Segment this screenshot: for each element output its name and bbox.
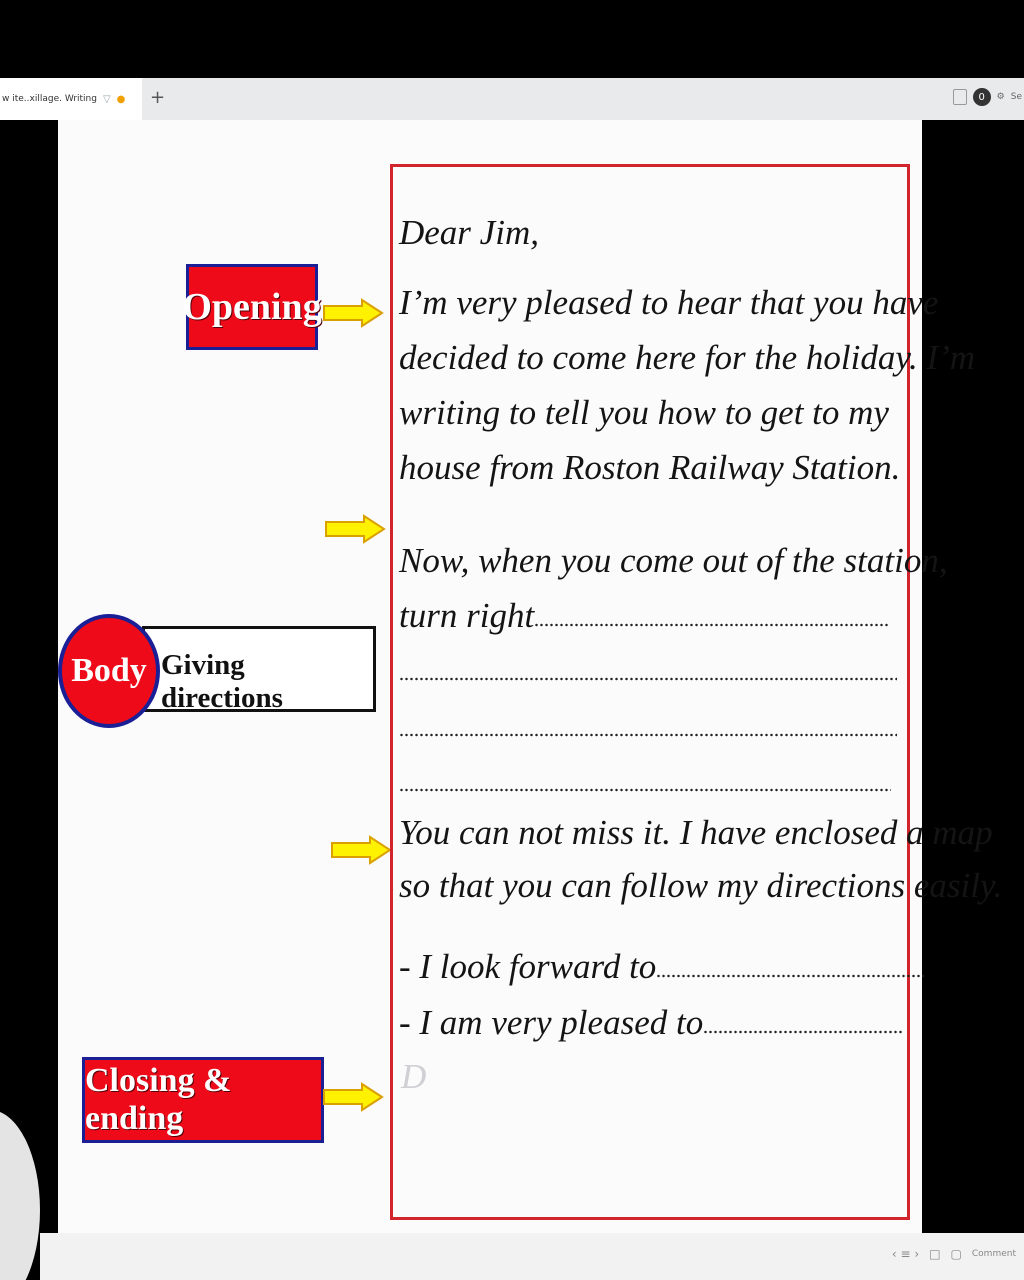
opening-label	[182, 264, 322, 350]
opening-line: I’m very pleased to hear that you have	[399, 283, 939, 322]
fill-in-blank	[399, 677, 897, 681]
salutation: Dear Jim,	[399, 213, 539, 252]
fill-in-blank	[703, 1030, 903, 1034]
toolbar-right	[953, 88, 1022, 106]
shield-icon: ▽	[102, 93, 111, 105]
page-icon[interactable]	[953, 89, 967, 105]
giving-directions-box	[142, 626, 376, 712]
giving-directions-text: Giving directions	[161, 649, 283, 714]
body-label-group	[58, 614, 378, 730]
video-overlay-decoration	[0, 1110, 40, 1280]
ending-line	[399, 1003, 903, 1043]
status-controls	[892, 1247, 1016, 1261]
fill-in-blank	[399, 733, 897, 737]
body-label-text: Body	[71, 652, 147, 689]
notes-icon[interactable]: □	[929, 1247, 941, 1261]
ending-line-text: - I look forward to	[399, 947, 657, 986]
arrow-right-icon	[330, 835, 392, 865]
extension-badge[interactable]: 0	[973, 88, 991, 106]
opening-label-text: Opening	[182, 286, 322, 328]
arrow-right-icon	[324, 514, 386, 544]
closing-label	[82, 1057, 324, 1143]
fill-in-blank	[656, 974, 924, 978]
ending-line	[399, 947, 924, 987]
body-label	[58, 614, 160, 728]
comment-icon[interactable]: ▢	[950, 1247, 962, 1261]
unsaved-dot-icon: ●	[116, 93, 126, 105]
closing-line: so that you can follow my directions easily.	[399, 866, 1003, 905]
status-bar	[40, 1233, 1024, 1280]
opening-line: decided to come here for the holiday. I’m	[399, 338, 976, 377]
tab-title: w ite..xillage. Writing	[2, 94, 97, 104]
closing-line: You can not miss it. I have enclosed a map	[399, 813, 993, 852]
toolbar-text[interactable]: Se	[1010, 92, 1022, 102]
browser-tab-bar	[0, 78, 1024, 120]
closing-label-text: Closing & ending	[85, 1062, 232, 1137]
new-tab-button[interactable]: +	[150, 87, 166, 108]
fill-in-blank	[399, 788, 891, 792]
body-line-with-blank	[399, 596, 889, 636]
arrow-right-icon	[322, 1082, 384, 1112]
body-line-text: turn right	[399, 596, 535, 635]
slide	[58, 120, 1003, 1233]
opening-line: house from Roston Railway Station.	[399, 448, 901, 487]
opening-line: writing to tell you how to get to my	[399, 393, 889, 432]
comment-button[interactable]: Comment	[971, 1249, 1016, 1259]
body-line: Now, when you come out of the station,	[399, 541, 948, 580]
browser-tab[interactable]	[0, 78, 142, 120]
letter-box	[390, 164, 1003, 1220]
ending-line-text: - I am very pleased to	[399, 1003, 704, 1042]
fill-in-blank	[534, 623, 889, 627]
arrow-right-icon	[322, 298, 384, 328]
gear-icon[interactable]: ⚙	[996, 92, 1005, 102]
slide-nav[interactable]: ‹ ≡ ›	[891, 1247, 920, 1261]
faded-text: D	[401, 1057, 427, 1096]
